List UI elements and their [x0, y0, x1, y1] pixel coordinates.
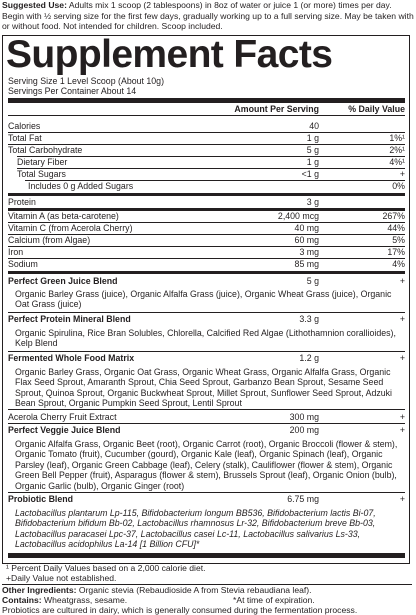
servings-per-container: Servings Per Container About 14	[8, 86, 137, 96]
expiration-note: *At time of expiration.	[233, 595, 315, 605]
blend-ingredients: Organic Barley Grass (juice), Organic Alfalfa Grass (juice), Organic Wheat Grass (juice), Organic Oat Grass (juice)	[15, 289, 392, 310]
footnote-not-established: +Daily Value not established.	[6, 573, 117, 583]
suggested-use-label: Suggested Use:	[2, 0, 67, 10]
probiotics-note: Probiotics are cultured in dairy, which is generally consumed during the fermentation process.	[2, 605, 358, 615]
panel-title: Supplement Facts	[6, 33, 333, 76]
divider	[8, 132, 405, 133]
divider	[8, 312, 405, 313]
amount-header: Amount Per Serving	[234, 104, 319, 114]
suggested-use	[2, 0, 414, 32]
blend-ingredients: Organic Alfalfa Grass, Organic Beet (root), Organic Carrot (root), Organic Broccoli (flower & stem), Organic Tomato (fruit), Cucumber (gourd), Organic Kale (leaf), Organic Spinach (leaf), Organic Parsley (leaf), Organic Green Cabbage (leaf), Celery (stalk), Cauliflower (flower & stem), Organic Green Bell Pepper (fruit), Asparagus (flower & stem), Brussels Sprout (leaf), Organic Onion (bulb), Organic Garlic (bulb), Organic Ginger (root)	[15, 439, 398, 491]
divider	[8, 423, 405, 424]
blend-ingredients: Organic Barley Grass, Organic Oat Grass, Organic Wheat Grass, Organic Alfalfa Grass, Organic Flax Seed Sprout, Amaranth Sprout, Chia Seed Sprout, Garbanzo Bean Sprout, Sesame Seed Sprout, Quinoa Sprout, Organic Buckwheat Sprout, Millet Sprout, Sunflower Seed Sprout, Adzuki Bean Sprout, Organic Pumpkin Seed Sprout, Lentil Sprout	[15, 367, 393, 409]
divider	[17, 168, 405, 169]
blend-ingredients: Organic Spirulina, Rice Bran Solubles, Chlorella, Calcified Red Algae (Lithothamnion corallioides), Kelp Blend	[15, 328, 396, 349]
medium-divider	[8, 193, 405, 196]
divider	[8, 409, 405, 410]
divider	[8, 258, 405, 259]
suggested-use-text: Adults mix 1 scoop (2 tablespoons) in 8oz of water or juice 1 (or more) times per day. Begin with ½ serving size for the first few days, gradually working up to a full serving size. May be taken with or without food. Not intended for children. Scoop included.	[2, 0, 414, 32]
divider	[8, 246, 405, 247]
thick-divider	[8, 553, 405, 558]
blend-ingredients: Lactobacillus plantarum Lp-115, Bifidobacterium longum BB536, Bifidobacterium lactis Bi-07, Bifidobacterium bifidum Bb-02, Lactobacillus rhamnosus Lr-32, Bifidobacterium breve Bb-03, Lactobacillus paracasei Lpc-37, Lactobacillus casei Lc-11, Lactobacillus salivarius Ls-33, Lactobacillus acidophilus La-14 [1 Billion CFU]*	[15, 508, 376, 550]
dv-header: % Daily Value	[348, 104, 405, 114]
divider	[8, 492, 405, 493]
thick-divider	[8, 98, 405, 103]
supplement-facts-panel: Supplement Facts Serving Size 1 Level Scoop (About 10g) Servings Per Container About 14 Amount Per Serving % Daily Value Calories 40 Total Fat 1 g 1%¹ Total Carbohydrate 5 g 2%¹ Dietary Fiber 1 g 4%¹ Total Sugars <1 g + Includes 0 g Added Sugars 0% Protein 3 g Vitamin A (as beta-carotene) 2,400 mcg 267% Vitamin C (from Acerola Cherry) 40 mg 44% Calcium (from Algae) 60 mg 5% Iron 3 mg 17% Sodium 85 mg 4% Perfect Green Juice Blend 5 g + Organic Barley Grass (juice), Organic Alfalfa Grass (juice), Organic Wheat Grass (juice), Organic Oat Grass (juice) Perfect Protein Mineral Blend 3.3 g + Organic Spirulina, Rice Bran Solubles, Chlorella, Calcified Red Algae (Lithothamnion corallioides), Kelp Blend Fermented Whole Food Matrix 1.2 g + Organic Barley Grass, Organic Oat Grass, Organic Wheat Grass, Organic Alfalfa Grass, Organic Flax Seed Sprout, Amaranth Sprout, Chia Seed Sprout, Garbanzo Bean Sprout, Sesame Seed Sprout, Quinoa Sprout, Organic Buckwheat Sprout, Millet Sprout, Sunflower Seed Sprout, Adzuki Bean Sprout, Organic Pumpkin Seed Sprout, Lentil Sprout Acerola Cherry Fruit Extract 300 mg + Perfect Veggie Juice Blend 200 mg + Organic Alfalfa Grass, Organic Beet (root), Organic Carrot (root), Organic Broccoli (flower & stem), Organic Tomato (fruit), Cucumber (gourd), Organic Kale (leaf), Organic Spinach (leaf), Organic Parsley (leaf), Organic Green Cabbage (leaf), Celery (stalk), Cauliflower (flower & stem), Organic Green Bell Pepper (fruit), Asparagus (flower & stem), Brussels Sprout (leaf), Organic Onion (bulb), Organic Garlic (bulb), Organic Ginger (root) Probiotic Blend 6.75 mg + Lactobacillus plantarum Lp-115, Bifidobacterium longum BB536, Bifidobacterium lactis Bi-07, Bifidobacterium bifidum Bb-02, Lactobacillus rhamnosus Lr-32, Bifidobacterium breve Bb-03, Lactobacillus paracasei Lpc-37, Lactobacillus casei Lc-11, Lactobacillus salivarius Ls-33, Lactobacillus acidophilus La-14 [1 Billion CFU]*	[2, 35, 410, 564]
divider	[8, 115, 405, 116]
footnote-dv: ¹ Percent Daily Values based on a 2,000 calorie diet.	[6, 563, 206, 573]
divider	[8, 351, 405, 352]
divider	[17, 156, 405, 157]
serving-size: Serving Size 1 Level Scoop (About 10g)	[8, 76, 164, 86]
contains: Contains: Wheatgrass, sesame. *At time of expiration.	[2, 595, 315, 605]
other-ingredients: Other Ingredients: Organic stevia (Rebaudioside A from Stevia rebaudiana leaf).	[2, 585, 312, 595]
medium-divider	[8, 271, 405, 274]
